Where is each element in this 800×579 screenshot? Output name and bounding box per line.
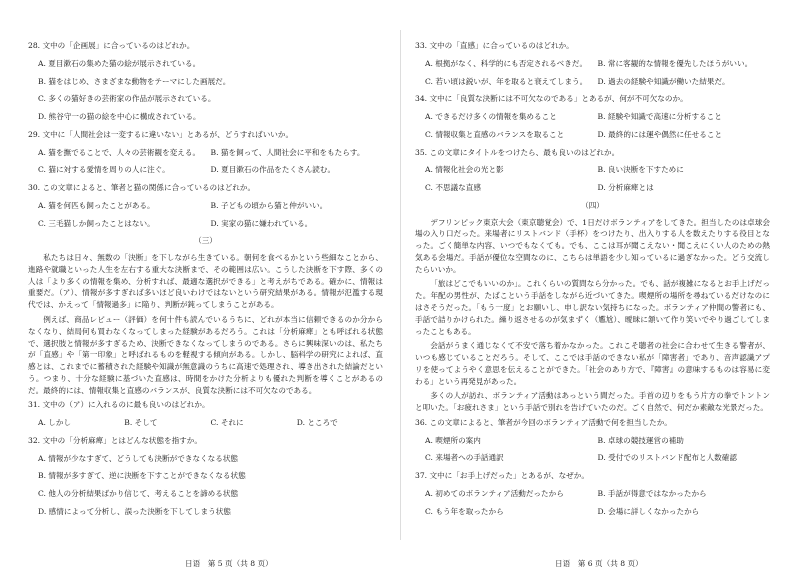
option-30c: C. 三毛猫しか飼ったことはない。 xyxy=(38,218,155,228)
option-29d: D. 夏目漱石の作品をたくさん読む。 xyxy=(210,165,336,175)
option-35d: D. 分析麻痺とは xyxy=(597,183,654,193)
option-34a: A. できるだけ多くの情報を集めること xyxy=(425,112,557,122)
option-30a: A. 猫を何匹も飼ったことがある。 xyxy=(38,200,155,210)
option-33b: B. 常に客観的な情報を優先したほうがいい。 xyxy=(597,58,753,68)
option-32d: D. 感情によって分析し、誤った決断を下してしまう状態 xyxy=(38,506,231,516)
question-31: 31. 文中の（ア）に入れるのに最も良いのはどれか。 xyxy=(28,400,210,410)
option-34b: B. 経験や知識で高速に分析すること xyxy=(597,112,722,122)
option-36a: A. 喫煙所の案内 xyxy=(425,435,481,445)
question-36: 36. この文章によると、筆者が今回のボランティア活動で何を担当したか。 xyxy=(415,417,672,427)
question-32: 32. 文中の「分析麻痺」とはどんな状態を指すか。 xyxy=(28,435,202,445)
option-31a: A. しかし xyxy=(38,418,72,428)
section-heading-3: （三） xyxy=(194,236,217,246)
left-page xyxy=(28,40,383,524)
option-37c: C. もう年を取ったから xyxy=(425,506,504,516)
option-37a: A. 初めてのボランティア活動だったから xyxy=(425,488,564,498)
option-28a: A. 夏目漱石の集めた猫の絵が展示されている。 xyxy=(38,58,201,68)
option-32b: B. 情報が多すぎて、逆に決断を下すことができなくなる状態 xyxy=(38,471,246,481)
passage-4-para-1: デフリンピック東京大会（東京聴覚会）で、1日だけボランティアをしてきた。担当したのは卓球会場の入り口だった。来場者にリストバンド（手杯）をつけたり、出入りする人を数えたりする役目となった。ごく簡単な内容、いつでもなくても。でも、ここは耳が聞こえない・聞こえにくい人のための熱気ある会場だ。手話が優位な空間なのに、こちらは単語を少し知っているに過ぎなかった。どう交流したらいいか。 xyxy=(415,217,770,274)
option-33a: A. 根拠がなく、科学的にも否定されるべきだ。 xyxy=(425,58,588,68)
question-30: 30. この文章によると、筆者と猫の関係に合っているのはどれか。 xyxy=(28,183,256,193)
passage-4-para-4: 多くの人が訪れ、ボランティア活動はあっという間だった。手首の辺りをもう片方の拳でトントンと叩いた。「お疲れさま」という手話で別れを告げていたのだ。ごく自然で、何だか素敵な光景だった。 xyxy=(415,391,770,413)
option-37d: D. 会場に詳しくなかったから xyxy=(597,506,700,516)
passage-3-para-1: 私たちは日々、無数の「決断」を下しながら生きている。朝何を食べるかという些細なことから、進路や就職といった人生を左右する重大な決断まで、その範囲は広い。こうした決断を下す際、多くの人は「より多くの情報を集め、分析すれば、最適な選択ができる」と考えがちである。確かに、情報は重要だ。（ア）、情報が多すぎれば多いほど良いわけではないという研究結果がある。情報が氾濫する現代では、かえって「情報過多」に陥り、判断が鈍ってしまうことがある。 xyxy=(28,253,383,310)
option-31d: D. ところで xyxy=(296,418,338,428)
question-34: 34. 文中に「良質な決断には不可欠なのである」とあるが、何が不可欠なのか。 xyxy=(415,94,688,104)
option-28c: C. 多くの猫好きの芸術家の作品が展示されている。 xyxy=(38,94,216,104)
passage-4-para-2: 「旅はどこでもいいのか」。これくらいの質問なら分かった。でも、話が複雑になるとお手上げだった。年配の男性が、たばこという手話をしながら近づいてきた。喫煙所の場所を尋ねているだけなのにはさそうだった。「もう一度」とお願いし、申し訳ない気持ちになった。ボランティア仲間の警者にも、手話で詰りかけられた。繰り返させるのが気まずく（尷尬）、曖昧に頷いて作り笑いでやり過ごしてしまったこともある。 xyxy=(415,279,770,336)
option-28d: D. 熊谷守一の猫の絵を中心に構成されている。 xyxy=(38,112,201,122)
option-30b: B. 子どもの頃から猫と仲がいい。 xyxy=(210,200,328,210)
option-33c: C. 若い頃は鋭いが、年を取ると衰えてしまう。 xyxy=(425,76,588,86)
option-29b: B. 猫を飼って、人間社会に平和をもたらす。 xyxy=(210,147,365,157)
section-heading-4: （四） xyxy=(581,200,604,210)
option-29a: A. 猫を撫でることで、人々の芸術観を変える。 xyxy=(38,147,201,157)
option-36c: C. 来場者への手話通訳 xyxy=(425,453,504,463)
option-35a: A. 情報化社会の光と影 xyxy=(425,165,504,175)
option-28b: B. 猫をはじめ、さまざまな動物をテーマにした画展だ。 xyxy=(38,76,231,86)
question-37: 37. 文中に「お手上げだった」とあるが、なぜか。 xyxy=(415,471,589,481)
option-30d: D. 実家の猫に嫌われている。 xyxy=(210,218,313,228)
option-32a: A. 情報が少なすぎて、どうしても決断ができなくなる状態 xyxy=(38,453,239,463)
option-31b: B. そして xyxy=(124,418,158,428)
option-36b: B. 卓球の競技運営の補助 xyxy=(597,435,684,445)
option-36d: D. 受付でのリストバンド配布と人数確認 xyxy=(597,453,737,463)
option-31c: C. それに xyxy=(210,418,244,428)
question-33: 33. 文中の「直感」に合っているのはどれか。 xyxy=(415,41,574,50)
passage-4-para-3: 会話がうまく通じなくて不安で落ち着かなかった。これこそ聴者の社会に合わせて生きる警者が、いつも感じていることだろう。そして、ここでは手話のできない私が「障害者」であり、音声認識アプリを使ってようやく意思を伝えることができた。「社会のあり方で、『障害』の意味するものは容易に変わる」という再発見があった。 xyxy=(415,341,770,386)
question-35: 35. この文章にタイトルをつけたら、最も良いのはどれか。 xyxy=(415,147,620,157)
right-page xyxy=(415,40,770,524)
option-35b: B. 良い決断を下すために xyxy=(597,165,684,175)
option-34d: D. 最終的には運や偶然に任せること xyxy=(597,129,723,139)
option-32c: C. 他人の分析結果ばかり信じて、考えることを諦める状態 xyxy=(38,489,239,499)
page-divider xyxy=(400,30,401,540)
option-34c: C. 情報収集と直感のバランスを取ること xyxy=(425,129,565,139)
option-37b: B. 手話が得意ではなかったから xyxy=(597,488,707,498)
question-28: 28. 文中の「企画展」に合っているのはどれか。 xyxy=(28,41,195,50)
option-33d: D. 過去の経験や知識が働いた結果だ。 xyxy=(597,76,730,86)
option-29c: C. 猫に対する愛情を周りの人に注ぐ。 xyxy=(38,165,170,175)
question-29: 29. 文中に「人間社会は一変するに違いない」とあるが、どうすればいいか。 xyxy=(28,129,294,139)
passage-3-para-2: 例えば、商品レビュー（評価）を何十件も読んでいるうちに、どれが本当に信頼できるのか分からなくなり、結局何も買わなくなってしまった経験があるだろう。これは「分析麻痺」とも呼ばれる状態で、選択肢と情報が多すぎるため、決断できなくなってしまうのである。さらに興味深いのは、私たちが「直感」や「第一印象」と呼ばれるものを軽視する傾向がある。しかし、脳科学の研究によれば、直感とは、これまでに蓄積された経験や知識が無意識のうちに高速で処理され、導き出された結論だという。つまり、十分な経験に基づいた直感は、時間をかけた分析よりも優れた判断を導くことがあるのだ。最終的には、情報収集と直感のバランスが、良質な決断には不可欠なのである。 xyxy=(28,315,383,395)
page-footer-left: 日语 第 5 页（共 8 页） xyxy=(185,559,273,568)
option-35c: C. 不思議な直感 xyxy=(425,183,481,193)
page-footer-right: 日语 第 6 页（共 8 页） xyxy=(555,559,643,568)
